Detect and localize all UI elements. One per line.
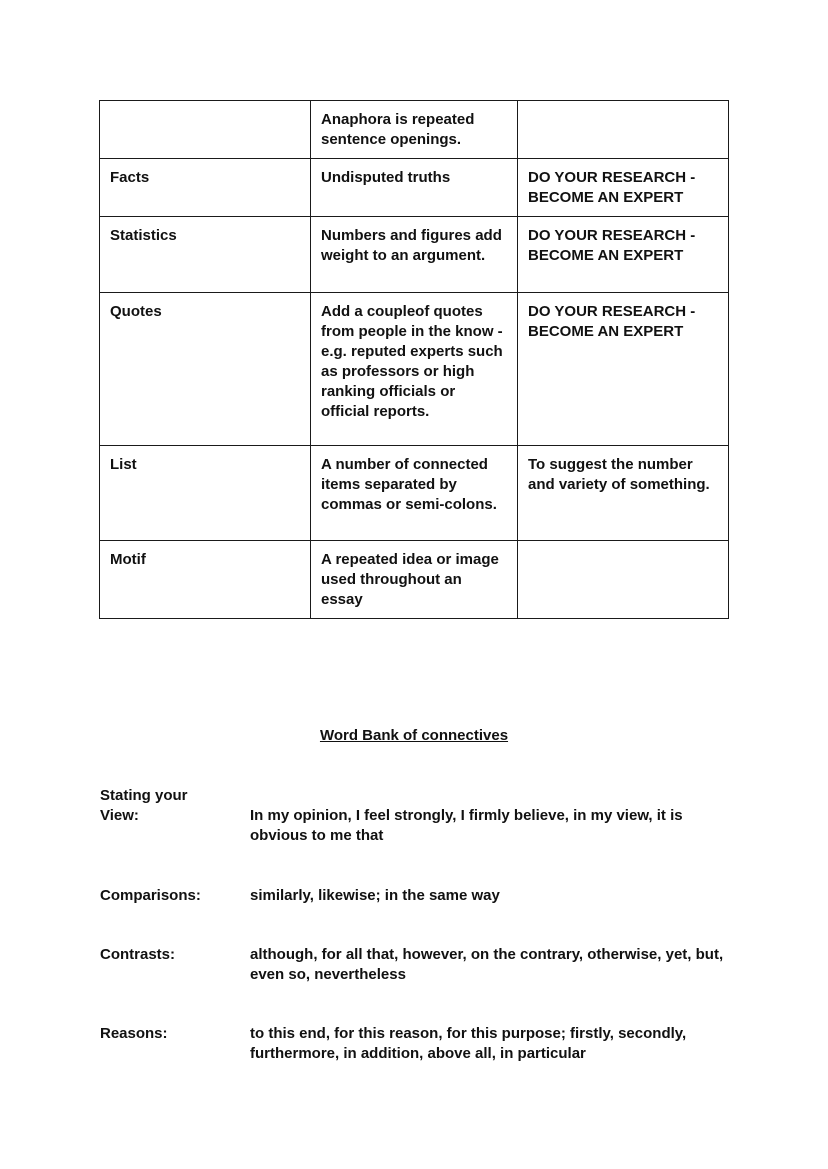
word-bank-title: Word Bank of connectives [319,727,509,744]
cell-term: Statistics [100,217,311,293]
cell-term: Motif [100,541,311,619]
entry-label: Comparisons: [100,887,201,904]
definitions-table [99,100,729,619]
entry-text: to this end, for this reason, for this purpose; firstly, secondly, furthermore, in addition, above all, in particular [250,1025,687,1062]
cell-definition: A repeated idea or image used throughout an essay [311,541,518,619]
entry-text: although, for all that, however, on the contrary, otherwise, yet, but, even so, nevertheless [250,946,724,983]
word-bank-entry [100,1024,732,1064]
cell-term: Facts [100,159,311,217]
table-row [100,446,729,541]
word-bank-entry [100,786,732,846]
table-row [100,159,729,217]
table-row [100,293,729,446]
table-row [100,101,729,159]
cell-note: To suggest the number and variety of something. [518,446,729,541]
cell-note: DO YOUR RESEARCH - BECOME AN EXPERT [518,293,729,446]
word-bank-entry [100,886,732,906]
entry-text: In my opinion, I feel strongly, I firmly believe, in my view, it is obvious to me that [250,807,683,844]
cell-definition: Anaphora is repeated sentence openings. [311,101,518,159]
cell-term [100,101,311,159]
cell-definition: Add a coupleof quotes from people in the know - e.g. reputed experts such as professors or high ranking officials or official reports. [311,293,518,446]
cell-term: Quotes [100,293,311,446]
entry-label: Stating your View: [100,787,188,824]
cell-note: DO YOUR RESEARCH - BECOME AN EXPERT [518,217,729,293]
cell-note: DO YOUR RESEARCH - BECOME AN EXPERT [518,159,729,217]
entry-text: similarly, likewise; in the same way [250,887,500,904]
entry-label: Reasons: [100,1025,168,1042]
cell-term: List [100,446,311,541]
entry-label: Contrasts: [100,946,176,963]
word-bank-entry [100,945,732,985]
table-row [100,541,729,619]
cell-definition: Undisputed truths [311,159,518,217]
cell-definition: Numbers and figures add weight to an argument. [311,217,518,293]
cell-definition: A number of connected items separated by commas or semi-colons. [311,446,518,541]
table-row [100,217,729,293]
cell-note [518,101,729,159]
cell-note [518,541,729,619]
